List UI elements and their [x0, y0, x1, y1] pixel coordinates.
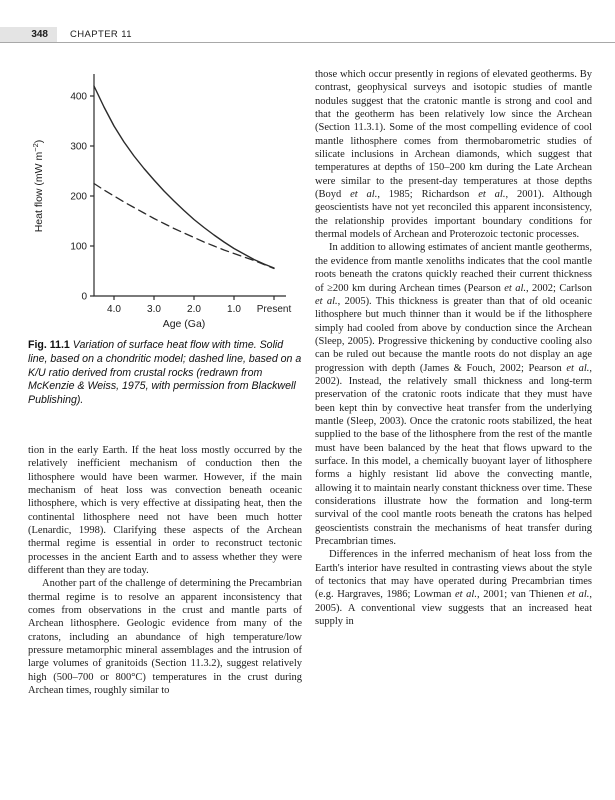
figure-caption	[28, 339, 302, 408]
figure-11-1	[28, 68, 302, 408]
svg-text:1.0: 1.0	[227, 304, 241, 315]
svg-text:4.0: 4.0	[107, 304, 121, 315]
page-number: 348	[31, 29, 48, 40]
svg-text:Age (Ga): Age (Ga)	[162, 318, 206, 330]
body-paragraph: In addition to allowing estimates of ancient mantle geotherms, the evidence from mantle xenoliths indicates that the cool mantle roots beneath the cratons quickly reached their current thickness of ≥200 km during Archean times (Pearson et al., 2002; Carlson et al., 2005). This thickness is greater than that of old oceanic lithosphere but much thinner than it would be if the lithosphere simply had cooled from above by conduction since the Archean (Sleep, 2005). Progressive thickening by conductive cooling also can be ruled out because the mantle roots do not display an age progression with depth (James & Fouch, 2002; Pearson et al., 2002). Instead, the relatively small thickness and long-term preservation of the cratonic roots indicate that they must have been kept thin by convective heat transfer from the underlying mantle (Sleep, 2003). Once the cratonic roots stabilized, the heat supplied to the base of the lithosphere from the rest of the mantle must have been balanced by the heat that flows upward to the surface. In this model, a chemically buoyant layer of lithosphere forms a highly resistant lid above the convecting mantle, allowing it to maintain nearly constant thickness over time. These considerations illustrate how the formation and long-term survival of the cool mantle roots beneath the cratons has helped geoscientists constrain the mechanisms of heat transfer during Precambrian times.	[315, 242, 593, 548]
svg-text:Heat flow (mW m−2): Heat flow (mW $m^{-2}$)	[31, 139, 45, 233]
svg-text:100: 100	[70, 241, 87, 253]
body-paragraph: Another part of the challenge of determining the Precambrian thermal regime is to resolve an apparent inconsistency that comes from observations in the crust and mantle parts of Archean lithosphere. Geologic evidence from many of the cratons, including an abundance of high temperature/low pressure metamorphic mineral assemblages and the intrusion of large volumes of granitoids (Section 11.3.2), suggest relatively high (500–700 or 800°C) temperatures in the crust during Archean times, roughly similar to	[28, 578, 302, 697]
svg-text:200: 200	[70, 191, 87, 203]
page-number-box	[0, 27, 57, 42]
heat-flow-chart	[28, 68, 302, 330]
figure-caption-label: Fig. 11.1	[28, 339, 70, 351]
right-column	[315, 68, 592, 628]
body-paragraph: tion in the early Earth. If the heat loss mostly occurred by the relatively inefficient mechanism of conduction then the lithosphere would have been warmer. However, if the main mechanism of heat loss was convection beneath oceanic lithosphere, which is very effective at dissipating heat, then the continental lithosphere need not have been much hotter (Lenardic, 1998). Clarifying these aspects of the Archean thermal regime is essential in order to reconstruct tectonic processes in the ancient Earth and to assess whether they were different than they are today.	[28, 444, 302, 577]
svg-text:300: 300	[70, 141, 87, 153]
svg-text:3.0: 3.0	[147, 304, 161, 315]
chapter-label: CHAPTER 11	[70, 29, 132, 40]
left-column	[28, 68, 302, 698]
svg-text:400: 400	[70, 91, 87, 103]
svg-text:2.0: 2.0	[187, 304, 201, 315]
body-paragraph: those which occur presently in regions of elevated geotherms. By contrast, geophysical surveys and isotopic studies of mantle nodules suggest that the cratonic mantle is strong and cool and that the geotherm has been relatively low since the Archean (Section 11.3.1). Some of the most compelling evidence of cool mantle lithosphere comes from thermobarometric studies of silicate inclusions in Archean diamonds, which suggest that temperatures at depths of 150–200 km during the Late Archean were similar to the present-day temperatures at those depths (Boyd et al., 1985; Richardson et al., 2001). Although geoscientists have not yet reconciled this apparent inconsistency, the relationship provides important boundary conditions for thermal models of Archean and Proterozoic tectonic processes.	[315, 69, 592, 241]
figure-caption-text: Variation of surface heat flow with time. Solid line, based on a chondritic model; dashed line, based on a K/U ratio derived from crustal rocks (redrawn from McKenzie & Weiss, 1975, with permission from Blackwell Publishing).	[28, 339, 302, 407]
body-paragraph: Differences in the inferred mechanism of heat loss from the Earth's interior have resulted in contrasting views about the style of tectonics that may have operated during Precambrian times (e.g. Hargraves, 1986; Lowman et al., 2001; van Thienen et al., 2005). A conventional view suggests that an increased heat supply in	[315, 549, 592, 628]
page-header	[0, 0, 615, 43]
svg-text:Present: Present	[256, 304, 292, 315]
svg-text:0: 0	[81, 291, 87, 303]
